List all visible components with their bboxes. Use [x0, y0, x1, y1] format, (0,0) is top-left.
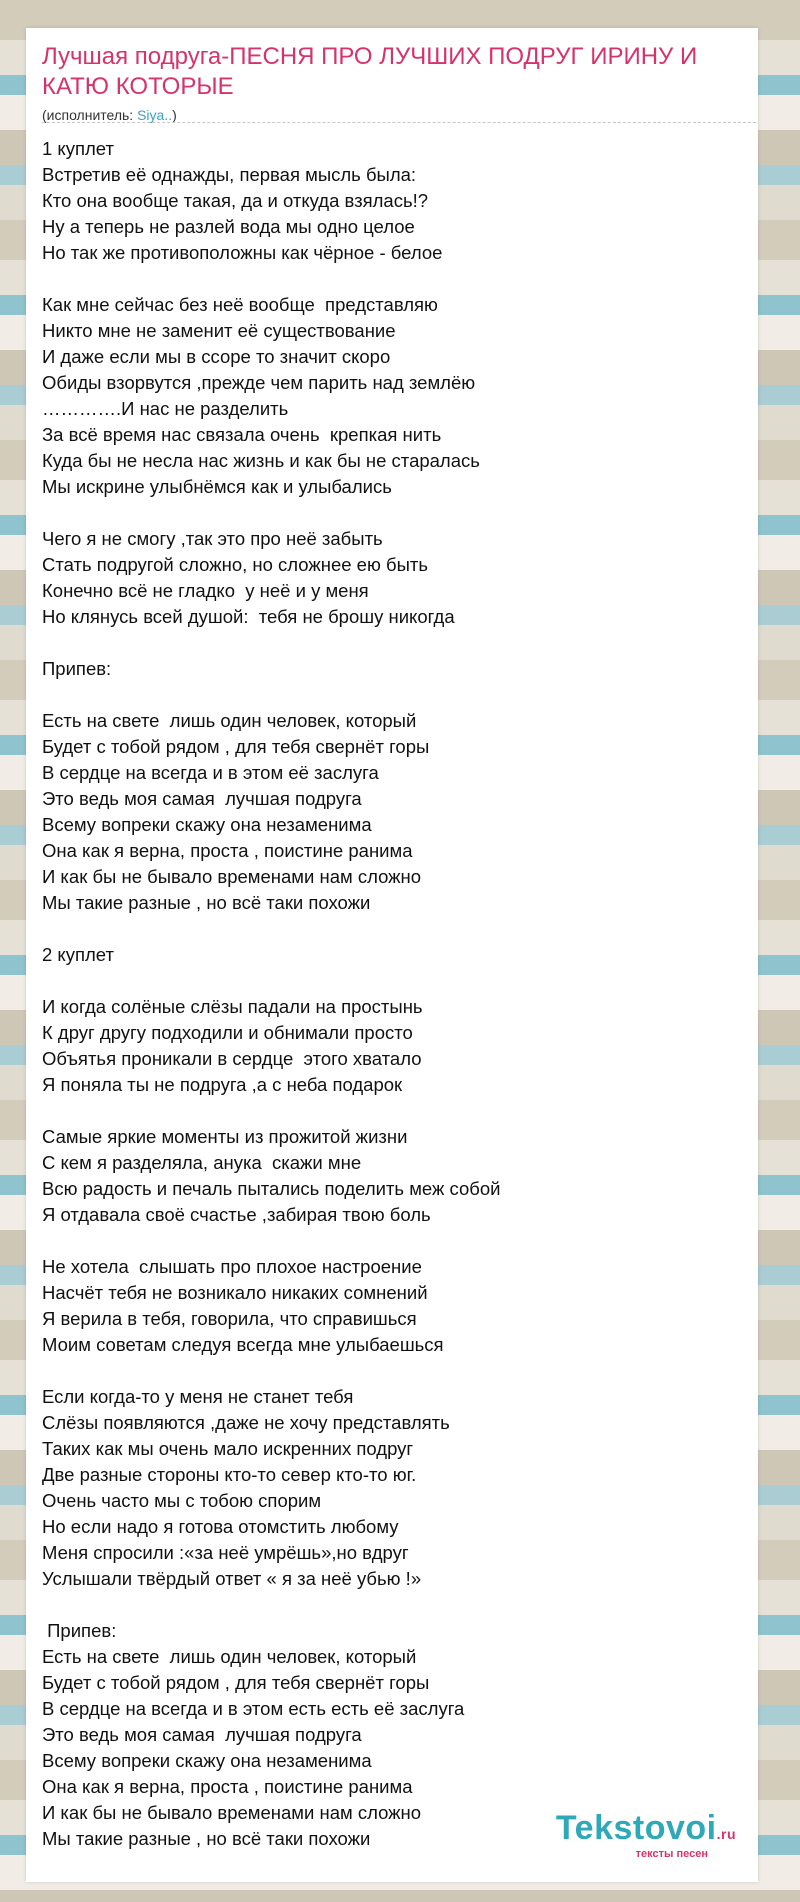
performer-suffix: ) [172, 107, 177, 123]
performer-prefix: (исполнитель: [42, 107, 138, 123]
song-header [42, 42, 742, 124]
performer-link[interactable]: Siya.. [137, 107, 173, 123]
song-title: Лучшая подруга-ПЕСНЯ ПРО ЛУЧШИХ ПОДРУГ ИРИНУ И КАТЮ КОТОРЫЕ [42, 43, 698, 100]
lyrics-text: 1 куплет Встретив её однажды, первая мысль была: Кто она вообще такая, да и откуда взялась!? Ну а теперь не разлей вода мы одно целое Но так же противоположны как чёрное - белое Как мне сейчас без неё вообще представляю Никто мне не заменит её существование И даже если мы в ссоре то значит скоро Обиды взорвутся ,прежде чем парить над землёю ………….И нас не разделить За всё время нас связала очень крепкая нить Куда бы не несла нас жизнь и как бы не старалась Мы искрине улыбнёмся как и улыбались Чего я не смогу ,так это про неё забыть Стать подругой сложно, но сложнее ею быть Конечно всё не гладко у неё и у меня Но клянусь всей душой: тебя не брошу никогда Припев: Есть на свете лишь один человек, который Будет с тобой рядом , для тебя свернёт горы В сердце на всегда и в этом её заслуга Это ведь моя самая лучшая подруга Всему вопреки скажу она незаменима Она как я верна, проста , поистине ранима И как бы не бывало временами нам сложно Мы такие разные , но всё таки похожи 2 куплет И когда солёные слёзы падали на простынь К друг другу подходили и обнимали просто Объятья проникали в сердце этого хватало Я поняла ты не подруга ,а с неба подарок Самые яркие моменты из прожитой жизни С кем я разделяла, анука скажи мне Всю радость и печаль пытались поделить меж собой Я отдавала своё счастье ,забирая твою боль Не хотела слышать про плохое настроение Насчёт тебя не возникало никаких сомнений Я верила в тебя, говорила, что справишься Моим советам следуя всегда мне улыбаешься Если когда-то у меня не станет тебя Слёзы появляются ,даже не хочу представлять Таких как мы очень мало искренних подруг Две разные стороны кто-то север кто-то юг. Очень часто мы с тобою спорим Но если надо я готова отомстить любому Меня спросили :«за неё умрёшь»,но вдруг Услышали твёрдый ответ « я за неё убью !» Припев: Есть на свете лишь один человек, который Будет с тобой рядом , для тебя свернёт горы В сердце на всегда и в этом есть есть её заслуга Это ведь моя самая лучшая подруга Всему вопреки скажу она незаменима Она как я верна, проста , поистине ранима И как бы не бывало временами нам сложно Мы такие разные , но всё таки похожи [42, 138, 501, 1849]
logo-wordmark [556, 1810, 736, 1852]
header-divider [42, 122, 756, 123]
lyrics-card [26, 28, 758, 1882]
logo-main-text: Tekstovoi [555, 1809, 717, 1847]
logo-tld: .ru [716, 1826, 736, 1842]
site-logo[interactable] [556, 1810, 736, 1860]
logo-tagline: тексты песен [635, 1848, 708, 1860]
